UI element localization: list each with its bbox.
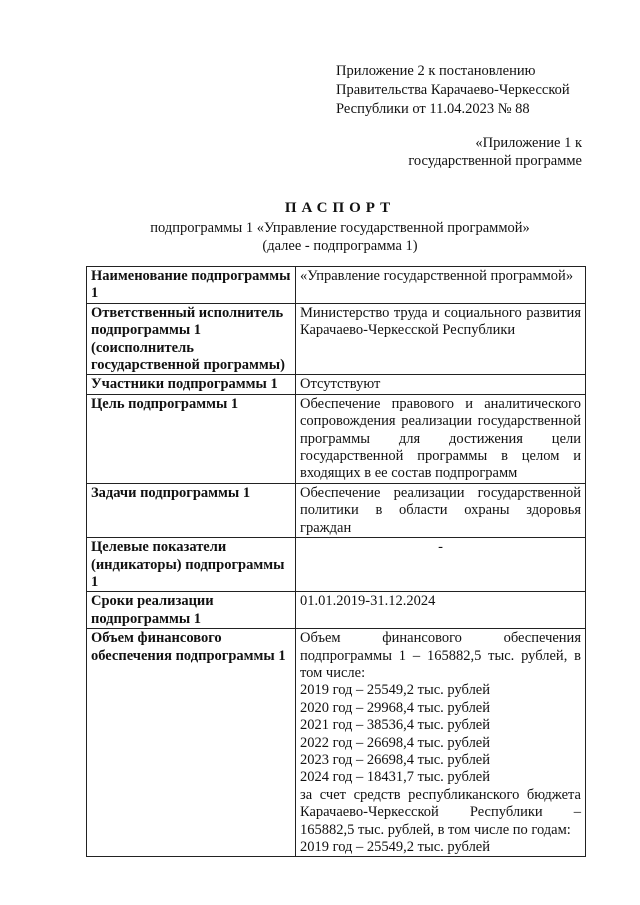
funding-regional-budget: за счет средств республиканского бюджета Карачаево-Черкесской Республики – 165882,5 тыс. рублей, в том числе по годам: (300, 786, 581, 838)
table-row (87, 303, 586, 375)
funding-year-2023: 2023 год – 26698,4 тыс. рублей (300, 751, 491, 768)
table-row (87, 629, 586, 857)
row-value-executor: Министерство труда и социального развития Карачаево-Черкесской Республики (296, 303, 586, 375)
row-label-indicators: Целевые показатели (индикаторы) подпрограммы 1 (87, 538, 296, 592)
funding-year-2019: 2019 год – 25549,2 тыс. рублей (300, 682, 491, 699)
row-label-executor: Ответственный исполнитель подпрограммы 1 (соисполнитель государственной программы) (87, 303, 296, 375)
appendix-note: Приложение 2 к постановлению Правительства Карачаево-Черкесской Республики от 11.04.2023 № 88 (336, 63, 570, 117)
funding-year-2020: 2020 год – 29968,4 тыс. рублей (300, 699, 491, 716)
table-row (87, 267, 586, 304)
row-label-tasks: Задачи подпрограммы 1 (87, 483, 296, 537)
row-value-indicators: - (296, 538, 586, 592)
document-subtitle: подпрограммы 1 «Управление государственной программой» (далее - подпрограмма 1) (150, 220, 530, 254)
table-row (87, 538, 586, 592)
row-label-funding: Объем финансового обеспечения подпрограммы 1 (87, 629, 296, 857)
row-label-goal: Цель подпрограммы 1 (87, 394, 296, 483)
passport-table (86, 266, 586, 857)
funding-year-2022: 2022 год – 26698,4 тыс. рублей (300, 734, 491, 751)
row-value-goal: Обеспечение правового и аналитического сопровождения реализации государственной программы для достижения цели государственной программы в целом и входящих в ее состав подпрограмм (296, 394, 586, 483)
funding-year-2021: 2021 год – 38536,4 тыс. рублей (300, 717, 491, 734)
row-value-name: «Управление государственной программой» (296, 267, 586, 304)
table-row (87, 375, 586, 394)
table-row (87, 394, 586, 483)
table-row (87, 483, 586, 537)
funding-year-2024: 2024 год – 18431,7 тыс. рублей (300, 769, 491, 786)
program-reference-note: «Приложение 1 к государственной программе (408, 135, 582, 169)
row-value-funding (296, 629, 586, 857)
row-value-period: 01.01.2019-31.12.2024 (296, 592, 586, 629)
funding-regional-2019: 2019 год – 25549,2 тыс. рублей (300, 839, 491, 855)
row-label-name: Наименование подпрограммы 1 (87, 267, 296, 304)
document-title: ПАСПОРТ (284, 200, 396, 216)
row-label-period: Сроки реализации подпрограммы 1 (87, 592, 296, 629)
funding-total: Объем финансового обеспечения подпрограммы 1 – 165882,5 тыс. рублей, в том числе: (300, 630, 581, 681)
row-value-tasks: Обеспечение реализации государственной политики в области охраны здоровья граждан (296, 483, 586, 537)
row-value-participants: Отсутствуют (296, 375, 586, 394)
row-label-participants: Участники подпрограммы 1 (87, 375, 296, 394)
table-row (87, 592, 586, 629)
